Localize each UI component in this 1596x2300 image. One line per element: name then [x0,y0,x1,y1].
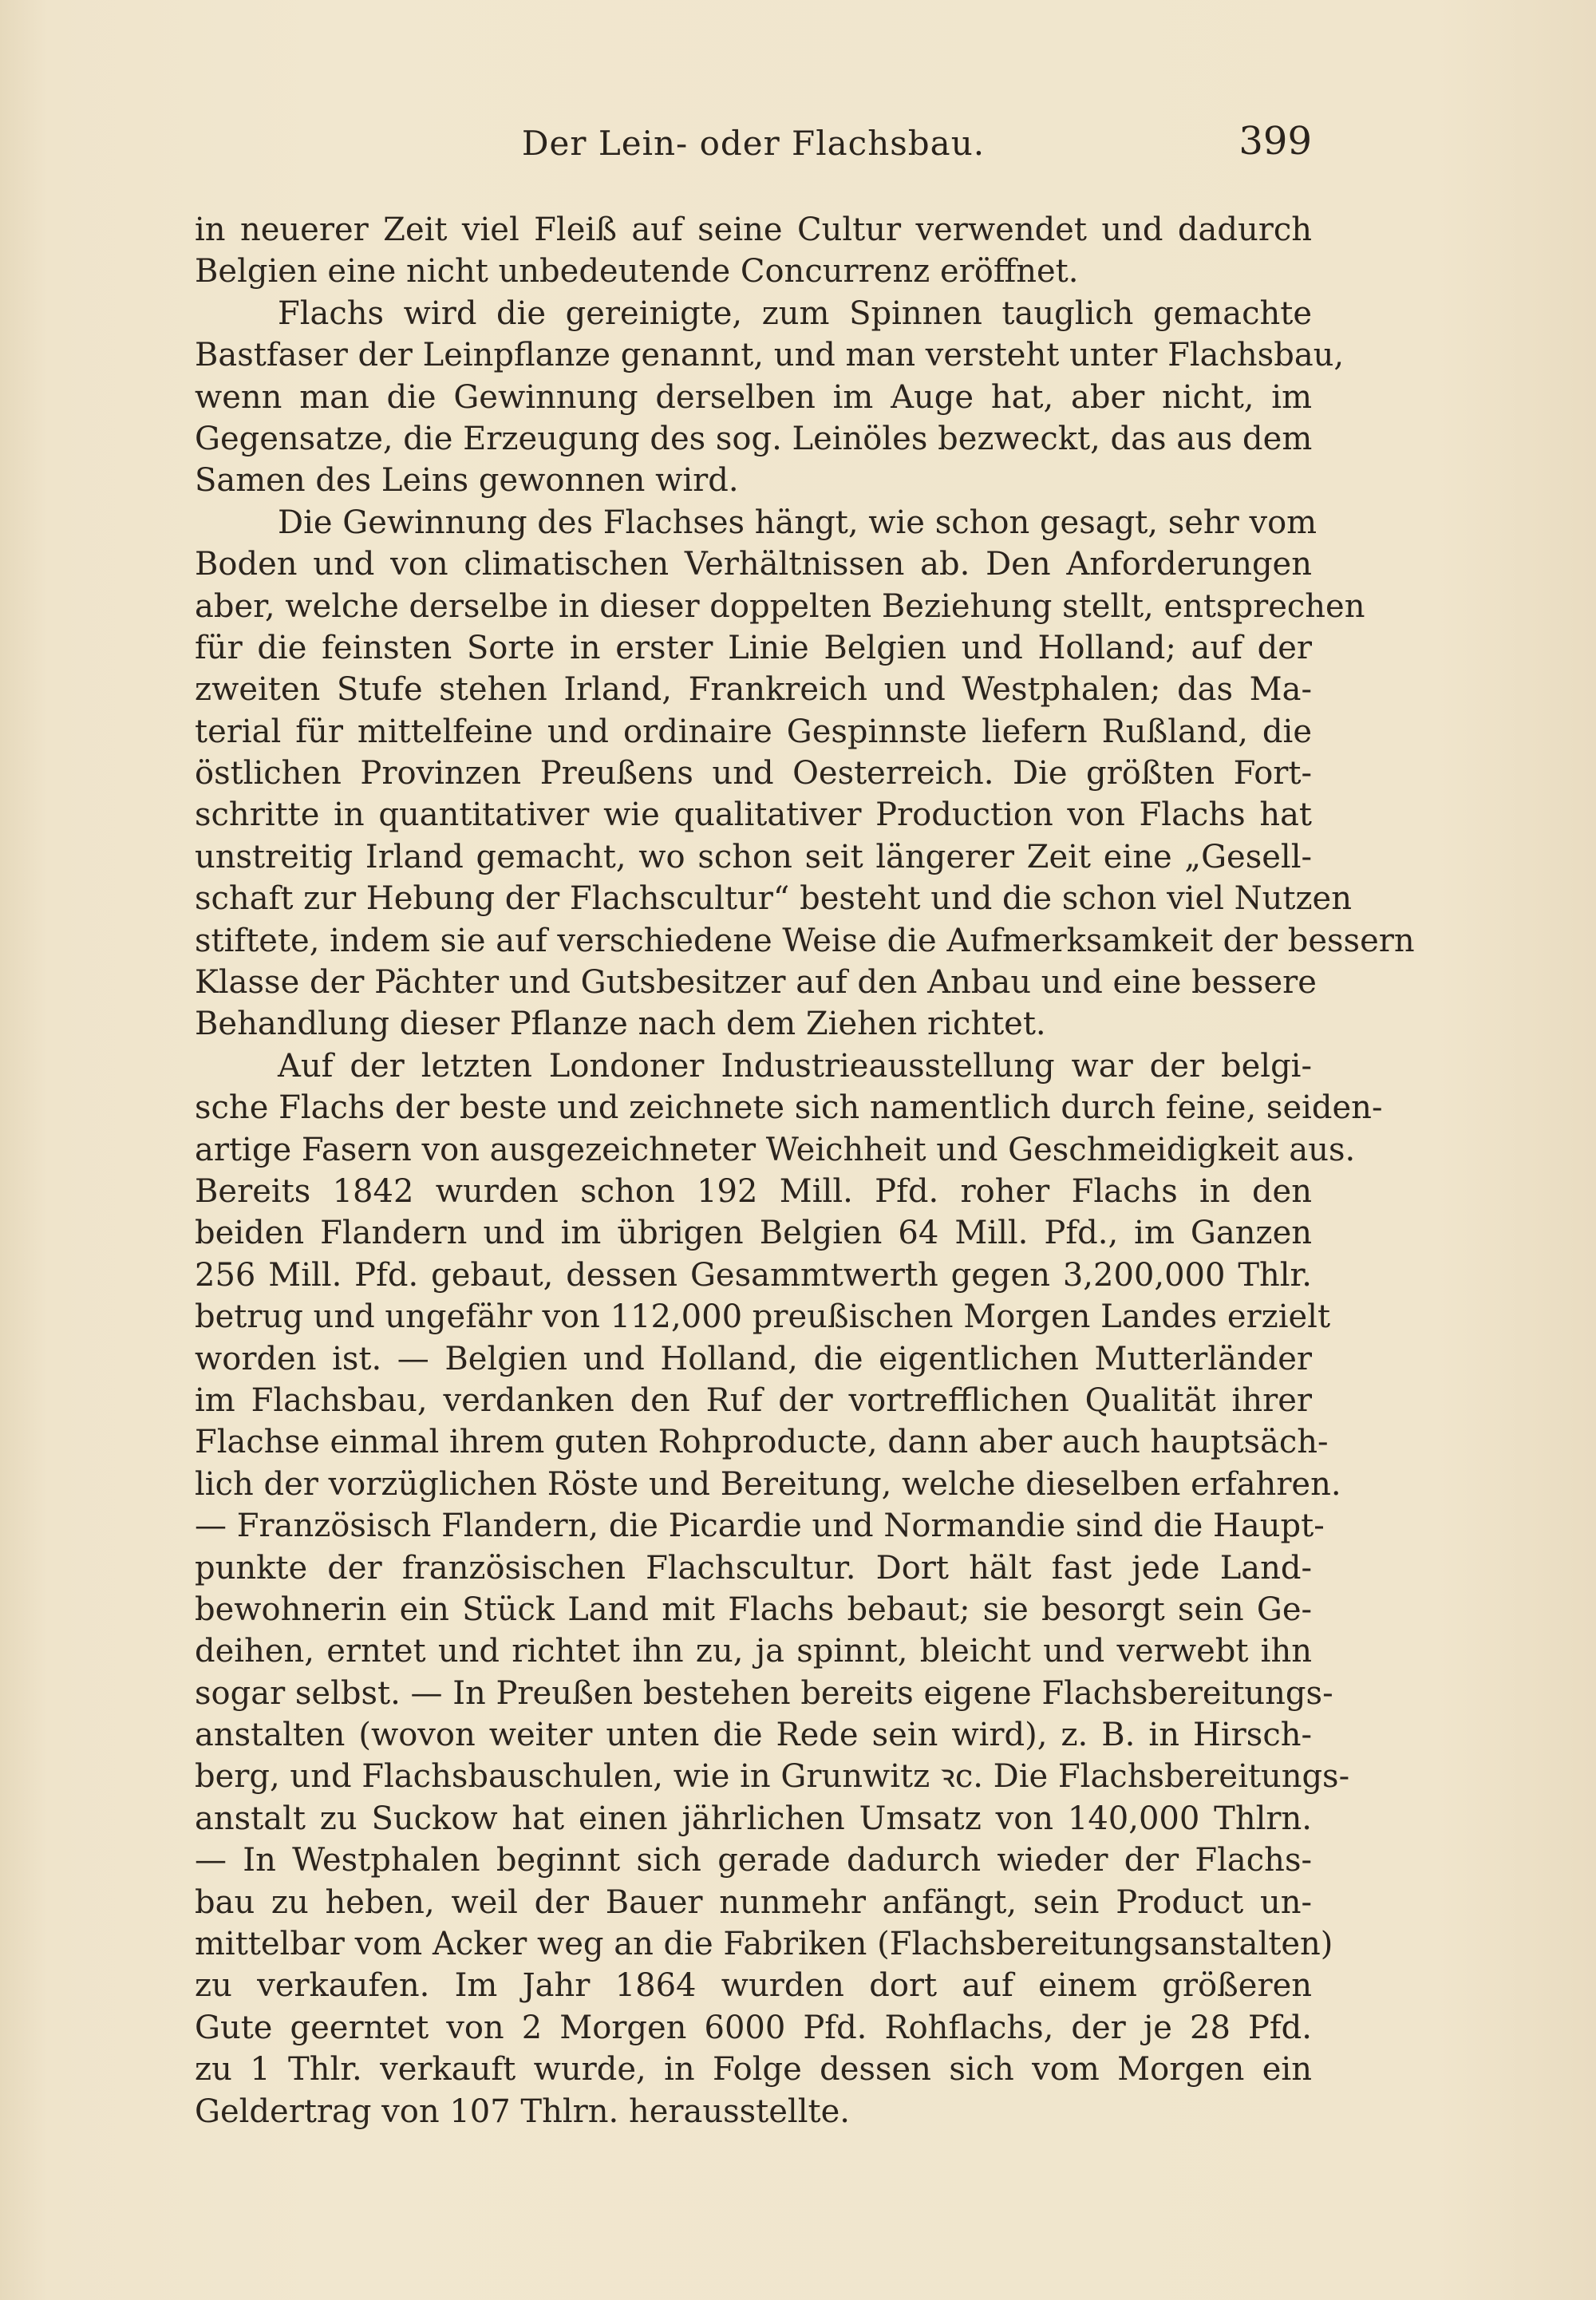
text-line: zu verkaufen. Im Jahr 1864 wurden dort auf einem größeren [195,1967,1312,2005]
text-line: bau zu heben, weil der Bauer nunmehr anfängt, sein Product un- [195,1883,1312,1921]
text-line: Die Gewinnung des Flachses hängt, wie schon gesagt, sehr vom [278,504,1317,541]
page-number: 399 [1238,119,1312,164]
text-line: im Flachsbau, verdanken den Ruf der vortrefflichen Qualität ihrer [195,1381,1312,1419]
text-line: betrug und ungefähr von 112,000 preußischen Morgen Landes erzielt [195,1298,1331,1336]
text-line: Geldertrag von 107 Thlrn. herausstellte. [195,2093,850,2130]
text-line: zweiten Stufe stehen Irland, Frankreich und Westphalen; das Ma- [195,671,1312,709]
text-line: beiden Flandern und im übrigen Belgien 64 Mill. Pfd., im Ganzen [195,1215,1312,1252]
text-line: Boden und von climatischen Verhältnissen ab. Den Anforderungen [195,546,1312,583]
text-line: zu 1 Thlr. verkauft wurde, in Folge dessen sich vom Morgen ein [195,2051,1312,2089]
text-line: östlichen Provinzen Preußens und Oesterreich. Die größten Fort- [195,755,1312,792]
text-line: — Französisch Flandern, die Picardie und Normandie sind die Haupt- [195,1508,1325,1545]
text-line: unstreitig Irland gemacht, wo schon seit längerer Zeit eine „Gesell- [195,838,1312,875]
text-line: Auf der letzten Londoner Industrieausstellung war der belgi- [278,1047,1312,1085]
text-line: Belgien eine nicht unbedeutende Concurrenz eröffnet. [195,253,1079,290]
text-line: aber, welche derselbe in dieser doppelten Beziehung stellt, entsprechen [195,587,1365,625]
text-line: in neuerer Zeit viel Fleiß auf seine Cultur verwendet und dadurch [195,211,1312,248]
text-line: Bastfaser der Leinpflanze genannt, und man versteht unter Flachsbau, [195,337,1345,374]
text-line: Bereits 1842 wurden schon 192 Mill. Pfd. roher Flachs in den [195,1172,1312,1210]
text-line: sche Flachs der beste und zeichnete sich namentlich durch feine, seiden- [195,1089,1383,1127]
text-line: terial für mittelfeine und ordinaire Gespinnste liefern Rußland, die [195,713,1312,750]
text-line: artige Fasern von ausgezeichneter Weichheit und Geschmeidigkeit aus. [195,1131,1356,1168]
body-text [195,209,1415,2132]
text-line: mittelbar vom Acker weg an die Fabriken (Flachsbereitungsanstalten) [195,1926,1333,1963]
text-line: punkte der französischen Flachscultur. Dort hält fast jede Land- [195,1549,1312,1587]
text-line: schritte in quantitativer wie qualitativer Production von Flachs hat [195,796,1312,834]
text-line: Gute geerntet von 2 Morgen 6000 Pfd. Rohflachs, der je 28 Pfd. [195,2009,1312,2046]
text-line: Samen des Leins gewonnen wird. [195,462,739,500]
text-line: Gegensatze, die Erzeugung des sog. Leinöles bezweckt, das aus dem [195,420,1313,457]
text-line: anstalten (wovon weiter unten die Rede sein wird), z. B. in Hirsch- [195,1717,1312,1754]
text-line: — In Westphalen beginnt sich gerade dadurch wieder der Flachs- [195,1842,1312,1879]
text-line: worden ist. — Belgien und Holland, die eigentlichen Mutterländer [195,1340,1312,1377]
text-line: bewohnerin ein Stück Land mit Flachs bebaut; sie besorgt sein Ge- [195,1591,1312,1628]
text-line: Klasse der Pächter und Gutsbesitzer auf den Anbau und eine bessere [195,964,1317,1002]
text-line: für die feinsten Sorte in erster Linie Belgien und Holland; auf der [195,629,1312,666]
text-line: sogar selbst. — In Preußen bestehen bereits eigene Flachsbereitungs- [195,1674,1333,1712]
running-title: Der Lein- oder Flachsbau. [521,124,986,163]
text-line: 256 Mill. Pfd. gebaut, dessen Gesammtwerth gegen 3,200,000 Thlr. [195,1256,1312,1294]
text-line: lich der vorzüglichen Röste und Bereitung, welche dieselben erfahren. [195,1465,1341,1503]
text-line: Flachs wird die gereinigte, zum Spinnen tauglich gemachte [278,294,1312,332]
text-line: berg, und Flachsbauschulen, wie in Grunwitz ꝛc. Die Flachsbereitungs- [195,1758,1350,1796]
text-line: wenn man die Gewinnung derselben im Auge hat, aber nicht, im [195,378,1312,416]
text-line: anstalt zu Suckow hat einen jährlichen Umsatz von 140,000 Thlrn. [195,1800,1312,1837]
text-line: schaft zur Hebung der Flachscultur“ besteht und die schon viel Nutzen [195,880,1352,918]
text-line: stiftete, indem sie auf verschiedene Weise die Aufmerksamkeit der bessern [195,922,1415,959]
text-line: Flachse einmal ihrem guten Rohproducte, dann aber auch hauptsäch- [195,1424,1329,1461]
text-line: deihen, erntet und richtet ihn zu, ja spinnt, bleicht und verwebt ihn [195,1633,1312,1670]
page-header [195,119,1312,180]
text-line: Behandlung dieser Pflanze nach dem Ziehen richtet. [195,1006,1046,1043]
